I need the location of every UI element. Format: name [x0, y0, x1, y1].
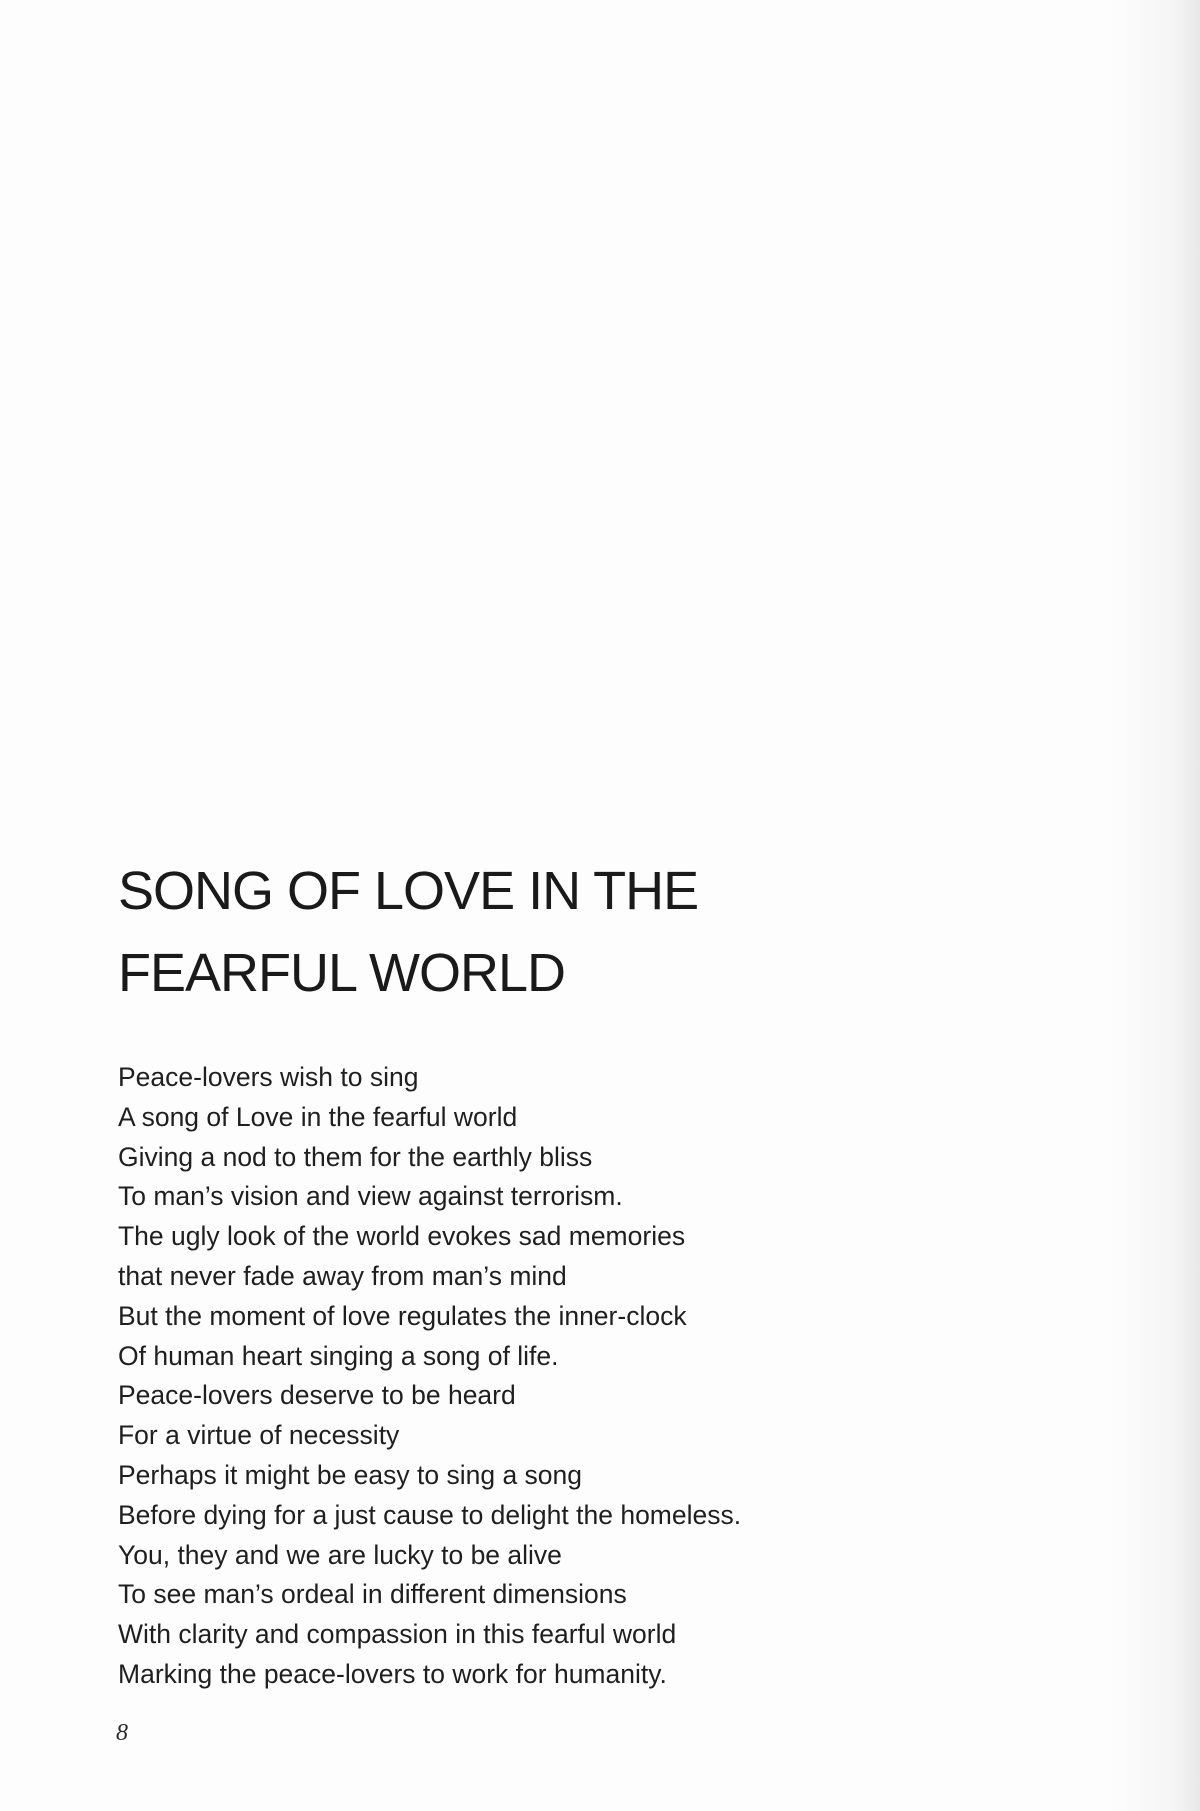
- poem-line: For a virtue of necessity: [118, 1420, 400, 1451]
- poem-line: You, they and we are lucky to be alive: [118, 1539, 562, 1570]
- poem-line: Peace-lovers wish to sing: [118, 1062, 419, 1092]
- poem-line: Marking the peace-lovers to work for humanity.: [118, 1658, 667, 1689]
- poem-line: A song of Love in the fearful world: [118, 1101, 518, 1132]
- poem-line: that never fade away from man’s mind: [118, 1260, 567, 1291]
- poem-line: Before dying for a just cause to delight the homeless.: [118, 1499, 742, 1530]
- poem-line: Giving a nod to them for the earthly bliss: [118, 1141, 593, 1172]
- poem-line: But the moment of love regulates the inner-clock: [118, 1300, 687, 1331]
- page-number: 8: [116, 1720, 128, 1746]
- poem-title: [118, 850, 1018, 1014]
- poem-title-line-2: FEARFUL WORLD: [118, 943, 566, 1003]
- poem-body: [118, 1058, 1018, 1695]
- poem-line: With clarity and compassion in this fearful world: [118, 1619, 677, 1650]
- poem-line: To man’s vision and view against terrorism.: [118, 1181, 623, 1212]
- poem-line: Of human heart singing a song of life.: [118, 1340, 559, 1371]
- poem-line: Peace-lovers deserve to be heard: [118, 1380, 516, 1411]
- poem-line: To see man’s ordeal in different dimensions: [118, 1579, 627, 1610]
- poem-line: The ugly look of the world evokes sad memories: [118, 1221, 686, 1252]
- poem-line: Perhaps it might be easy to sing a song: [118, 1459, 583, 1490]
- poem-title-line-1: SONG OF LOVE IN THE: [118, 861, 699, 921]
- page-edge-shadow: [1110, 0, 1200, 1811]
